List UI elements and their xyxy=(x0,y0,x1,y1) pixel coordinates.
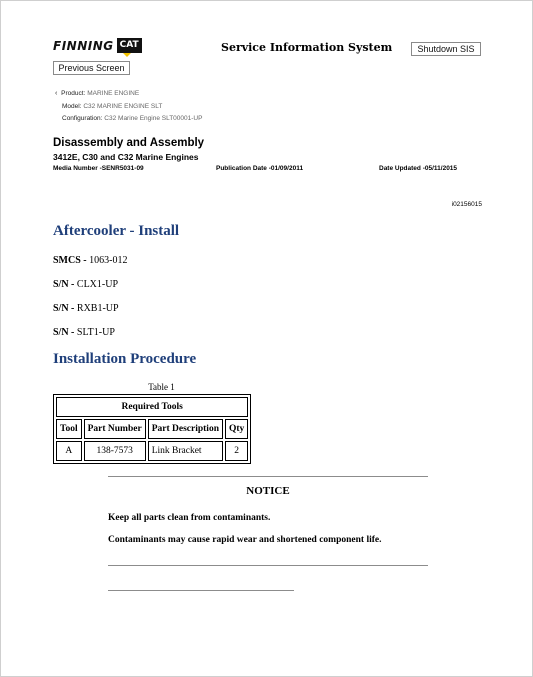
previous-screen-button[interactable]: Previous Screen xyxy=(53,61,130,75)
breadcrumb-config-value: C32 Marine Engine SLT00001-UP xyxy=(104,115,203,122)
finning-cat-logo xyxy=(53,38,142,53)
notice-bottom-divider xyxy=(108,565,428,566)
document-title: Disassembly and Assembly xyxy=(53,137,205,149)
smcs-value: 1063-012 xyxy=(89,255,128,266)
breadcrumb-configuration xyxy=(62,115,202,122)
system-title: Service Information System xyxy=(221,41,393,54)
required-tools-table xyxy=(53,394,251,464)
serial-line xyxy=(53,279,118,290)
breadcrumb-model-label: Model: xyxy=(62,103,82,110)
column-header: Part Number xyxy=(84,419,146,439)
serial-value: SLT1-UP xyxy=(76,327,115,338)
notice-title: NOTICE xyxy=(246,485,290,497)
procedure-heading: Installation Procedure xyxy=(53,351,197,367)
breadcrumb-config-label: Configuration: xyxy=(62,115,103,122)
section-end-divider xyxy=(108,590,294,591)
sn-label: S/N - xyxy=(53,279,75,290)
smcs-line xyxy=(53,255,127,266)
notice-line-1: Keep all parts clean from contaminants. xyxy=(108,513,271,523)
breadcrumb-model xyxy=(62,103,162,110)
publication-date: Publication Date -01/09/2011 xyxy=(216,165,304,172)
notice-line-2: Contaminants may cause rapid wear and shortened component life. xyxy=(108,535,382,545)
smcs-label: SMCS - xyxy=(53,255,87,266)
column-header: Tool xyxy=(56,419,82,439)
sn-label: S/N - xyxy=(53,327,75,338)
document-subtitle: 3412E, C30 and C32 Marine Engines xyxy=(53,152,199,162)
breadcrumb-product[interactable] xyxy=(55,90,139,97)
sn-label: S/N - xyxy=(53,303,75,314)
shutdown-sis-button[interactable]: Shutdown SIS xyxy=(411,42,481,56)
table-cell-qty: 2 xyxy=(225,441,248,461)
cat-logo-icon: CAT xyxy=(117,38,142,53)
back-arrow-icon: ‹ xyxy=(55,90,58,97)
table-caption: Table 1 xyxy=(148,382,175,392)
table-row xyxy=(56,441,248,461)
table-cell-part-number: 138-7573 xyxy=(84,441,146,461)
serial-value: RXB1-UP xyxy=(76,303,119,314)
breadcrumb-model-value: C32 MARINE ENGINE SLT xyxy=(83,103,163,110)
table-cell-tool: A xyxy=(56,441,82,461)
serial-line xyxy=(53,327,115,338)
table-cell-description: Link Bracket xyxy=(148,441,223,461)
document-id: i02156015 xyxy=(451,201,482,208)
section-heading: Aftercooler - Install xyxy=(53,223,180,239)
serial-value: CLX1-UP xyxy=(76,279,119,290)
table-group-header: Required Tools xyxy=(56,397,248,417)
media-number: Media Number -SENR5031-09 xyxy=(53,165,144,172)
date-updated: Date Updated -05/11/2015 xyxy=(379,165,458,172)
finning-wordmark: FINNING xyxy=(53,38,114,53)
table-header-row xyxy=(56,419,248,439)
column-header: Part Description xyxy=(148,419,223,439)
column-header: Qty xyxy=(225,419,248,439)
serial-line xyxy=(53,303,119,314)
breadcrumb-product-label: Product: xyxy=(61,90,86,97)
notice-top-divider xyxy=(108,476,428,477)
breadcrumb-product-value: MARINE ENGINE xyxy=(87,90,140,97)
